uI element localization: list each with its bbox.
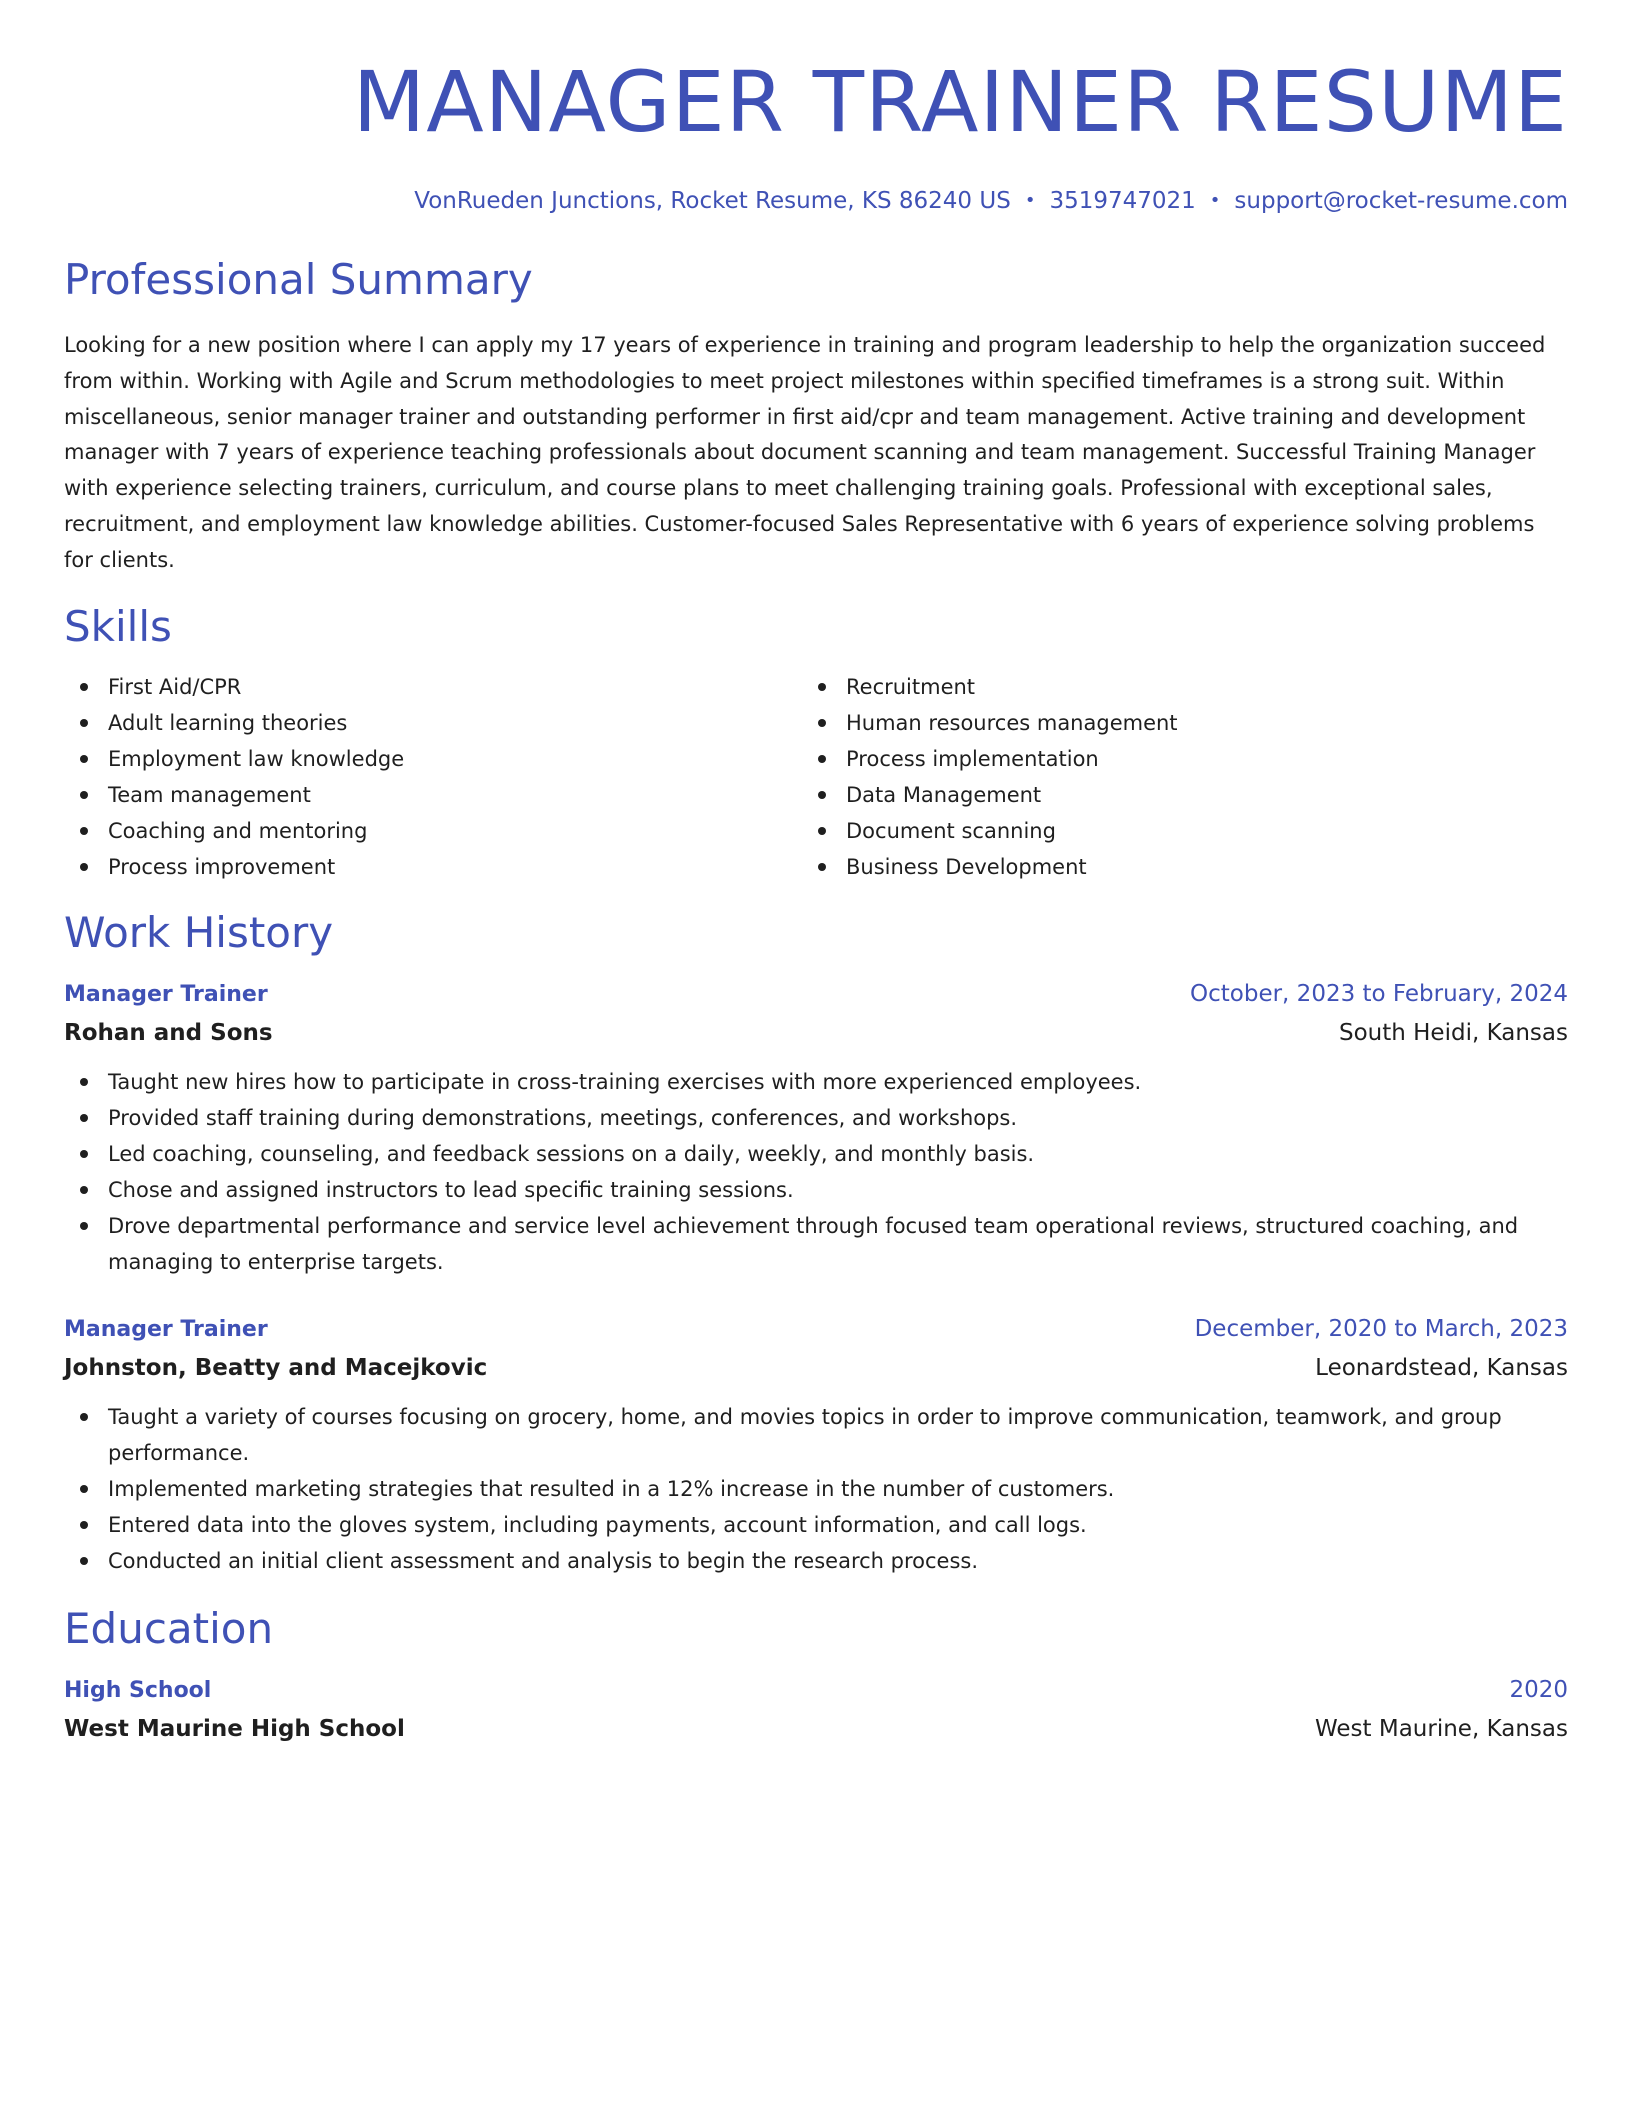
- separator-dot: •: [1024, 190, 1036, 211]
- skill-item: Team management: [64, 777, 802, 813]
- skill-item: First Aid/CPR: [64, 669, 802, 705]
- education-school: West Maurine High School: [64, 1715, 405, 1742]
- job-bullet: Chose and assigned instructors to lead specific training sessions.: [64, 1172, 1568, 1208]
- education-year: 2020: [1509, 1676, 1568, 1703]
- job-bullets: [64, 1064, 1568, 1280]
- job-bullet: Entered data into the gloves system, including payments, account information, and call logs.: [64, 1507, 1568, 1543]
- job-title: Manager Trainer: [64, 1316, 268, 1342]
- contact-line: [64, 186, 1568, 216]
- job-header-row: [64, 1310, 1568, 1349]
- summary-text: Looking for a new position where I can apply my 17 years of experience in training and program leadership to help the organization succeed from within. Working with Agile and Scrum methodologies to meet project milestones within specified timeframes is a strong suit. Within miscellaneous, senior manager trainer and outstanding performer in first aid/cpr and team management. Active training and development manager with 7 years of experience teaching professionals about document scanning and team management. Successful Training Manager with experience selecting trainers, curriculum, and course plans to meet challenging training goals. Professional with exceptional sales, recruitment, and employment law knowledge abilities. Customer-focused Sales Representative with 6 years of experience solving problems for clients.: [64, 333, 1546, 572]
- job-bullet: Provided staff training during demonstrations, meetings, conferences, and workshops.: [64, 1100, 1568, 1136]
- contact-address: VonRueden Junctions, Rocket Resume, KS 86240 US: [414, 188, 1011, 214]
- job-bullet: Drove departmental performance and service level achievement through focused team operational reviews, structured coaching, and managing to enterprise targets.: [64, 1208, 1568, 1280]
- job-company: Johnston, Beatty and Macejkovic: [64, 1354, 488, 1381]
- job-bullet: Taught a variety of courses focusing on grocery, home, and movies topics in order to improve communication, teamwork, and group performance.: [64, 1399, 1568, 1471]
- section-title-work-history: Work History: [64, 907, 334, 957]
- job-location: Leonardstead, Kansas: [1315, 1354, 1568, 1381]
- job-company-row: [64, 1349, 1568, 1387]
- education-location: West Maurine, Kansas: [1315, 1715, 1568, 1742]
- resume-name: MANAGER TRAINER RESUME: [352, 53, 1568, 151]
- skills-column-right: [802, 669, 1540, 885]
- skill-item: Adult learning theories: [64, 705, 802, 741]
- section-title-education: Education: [64, 1603, 274, 1653]
- education-degree: High School: [64, 1677, 212, 1703]
- skill-item: Data Management: [802, 777, 1540, 813]
- contact-phone: 3519747021: [1049, 188, 1196, 214]
- job-dates: December, 2020 to March, 2023: [1194, 1315, 1568, 1342]
- skill-item: Document scanning: [802, 813, 1540, 849]
- job-bullet: Led coaching, counseling, and feedback sessions on a daily, weekly, and monthly basis.: [64, 1136, 1568, 1172]
- skill-item: Human resources management: [802, 705, 1540, 741]
- skill-item: Coaching and mentoring: [64, 813, 802, 849]
- job-bullet: Taught new hires how to participate in cross-training exercises with more experienced employees.: [64, 1064, 1568, 1100]
- skill-item: Business Development: [802, 849, 1540, 885]
- job-bullet: Implemented marketing strategies that resulted in a 12% increase in the number of customers.: [64, 1471, 1568, 1507]
- skills-grid: [64, 669, 1568, 885]
- job-entry: [64, 975, 1568, 1280]
- skills-column-left: [64, 669, 802, 885]
- skill-item: Process improvement: [64, 849, 802, 885]
- job-bullets: [64, 1399, 1568, 1579]
- job-company: Rohan and Sons: [64, 1019, 273, 1046]
- skill-item: Employment law knowledge: [64, 741, 802, 777]
- education-entry: [64, 1671, 1568, 1748]
- education-header-row: [64, 1671, 1568, 1710]
- job-bullet: Conducted an initial client assessment and analysis to begin the research process.: [64, 1543, 1568, 1579]
- contact-email[interactable]: support@rocket-resume.com: [1234, 188, 1568, 214]
- job-dates: October, 2023 to February, 2024: [1190, 980, 1568, 1007]
- job-location: South Heidi, Kansas: [1338, 1019, 1568, 1046]
- job-header-row: [64, 975, 1568, 1014]
- education-school-row: [64, 1710, 1568, 1748]
- job-title: Manager Trainer: [64, 981, 268, 1007]
- job-entry: [64, 1310, 1568, 1579]
- job-company-row: [64, 1014, 1568, 1052]
- section-title-skills: Skills: [64, 601, 172, 651]
- section-title-summary: Professional Summary: [64, 255, 533, 304]
- skill-item: Process implementation: [802, 741, 1540, 777]
- skill-item: Recruitment: [802, 669, 1540, 705]
- separator-dot: •: [1209, 190, 1221, 211]
